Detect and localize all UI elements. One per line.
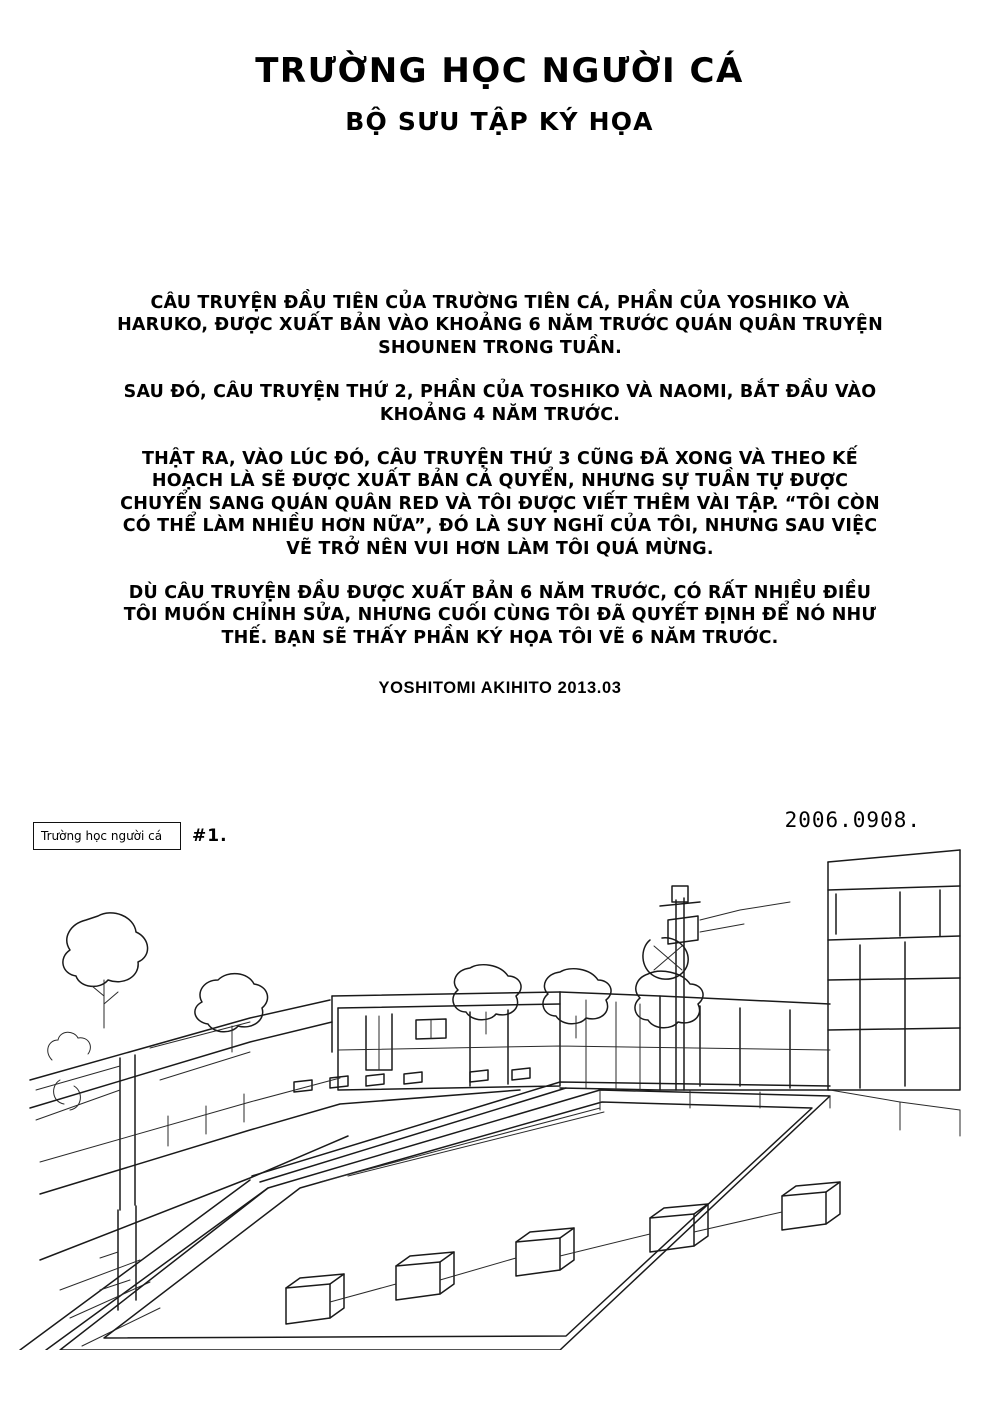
page-title: TRƯỜNG HỌC NGƯỜI CÁ	[255, 51, 744, 91]
paragraph-4: DÙ CÂU TRUYỆN ĐẦU ĐƯỢC XUẤT BẢN 6 NĂM TRƯỚC, CÓ RẤT NHIỀU ĐIỀU TÔI MUỐN CHỈNH SỬA, NHƯNG CUỐI CÙNG TÔI ĐÃ QUYẾT ĐỊNH ĐỂ NÓ NHƯ THẾ. BẠN SẼ THẤY PHẦN KÝ HỌA TÔI VẼ 6 NĂM TRƯỚC.	[123, 582, 877, 648]
right-building	[828, 850, 960, 1090]
far-building	[332, 992, 830, 1090]
sketch-illustration	[0, 790, 999, 1350]
paragraph-1: CÂU TRUYỆN ĐẦU TIÊN CỦA TRƯỜNG TIÊN CÁ, PHẦN CỦA YOSHIKO VÀ HARUKO, ĐƯỢC XUẤT BẢN VÀO KHOẢNG 6 NĂM TRƯỚC QUÁN QUÂN TRUYỆN SHOUNEN TRONG TUẦN.	[117, 293, 883, 358]
title-block	[0, 52, 999, 136]
tree-cluster-left	[48, 913, 148, 1110]
page-subtitle: BỘ SƯU TẬP KÝ HỌA	[345, 107, 654, 137]
pool-deck	[20, 1090, 520, 1350]
swimming-pool	[60, 1082, 830, 1350]
tree-cluster-mid	[195, 965, 703, 1052]
sketch-date-stamp: 2006.0908.	[784, 808, 921, 832]
left-eave	[30, 1000, 332, 1210]
paragraph-2: SAU ĐÓ, CÂU TRUYỆN THỨ 2, PHẦN CỦA TOSHIKO VÀ NAOMI, BẮT ĐẦU VÀO KHOẢNG 4 NĂM TRƯỚC.	[123, 382, 877, 425]
sketch-caption-label: Trường học người cá	[41, 829, 163, 843]
sketch-caption-number: #1.	[192, 826, 228, 846]
pole-structure	[643, 886, 790, 1090]
sketch-drawing	[0, 790, 999, 1350]
foreground-blocks	[286, 1182, 840, 1324]
afterword-text	[110, 292, 890, 698]
paragraph-3: THẬT RA, VÀO LÚC ĐÓ, CÂU TRUYỆN THỨ 3 CŨNG ĐÃ XONG VÀ THEO KẾ HOẠCH LÀ SẼ ĐƯỢC XUẤT BẢN CẢ QUYỂN, NHƯNG SỰ TUẦN TỰ ĐƯỢC CHUYỂN SANG QUÁN QUÂN RED VÀ TÔI ĐƯỢC VIẾT THÊM VÀI TẬP. “TÔI CÒN CÓ THỂ LÀM NHIỀU HƠN NỮA”, ĐÓ LÀ SUY NGHĨ CỦA TÔI, NHƯNG SAU VIỆC VẼ TRỞ NÊN VUI HƠN LÀM TÔI QUÁ MỪNG.	[120, 448, 880, 559]
author-signature: YOSHITOMI AKIHITO 2013.03	[378, 679, 622, 698]
